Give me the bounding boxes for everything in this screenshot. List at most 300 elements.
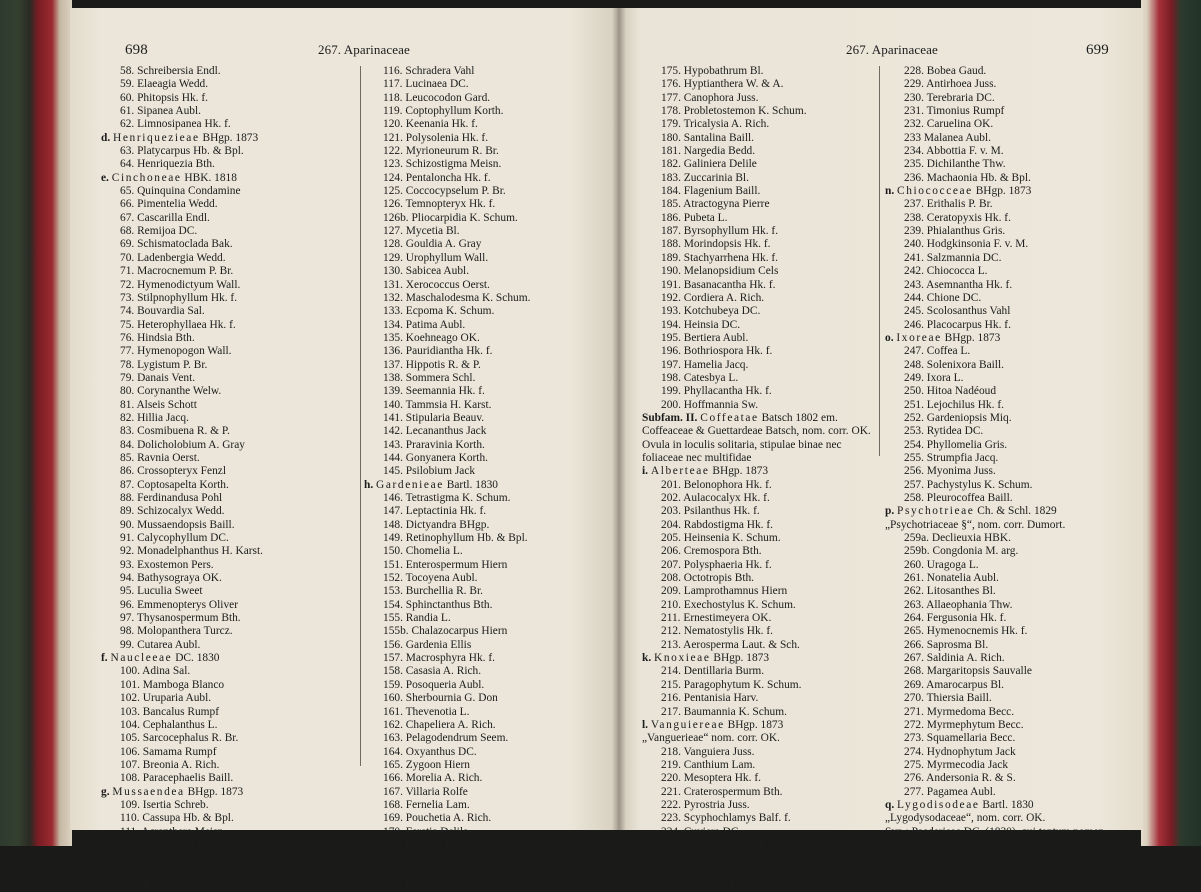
- genus-entry: 66. Pimentelia Wedd.: [120, 198, 218, 211]
- genus-entry: 265. Hymenocnemis Hk. f.: [904, 625, 1028, 638]
- genus-entry: 217. Baumannia K. Schum.: [661, 705, 787, 718]
- genus-entry: 241. Salzmannia DC.: [904, 251, 1002, 264]
- genus-entry: 259a. Declieuxia HBK.: [904, 532, 1011, 545]
- genus-entry: 257. Pachystylus K. Schum.: [904, 478, 1033, 491]
- genus-entry: 240. Hodgkinsonia F. v. M.: [904, 238, 1029, 251]
- genus-entry: 181. Nargedia Bedd.: [661, 145, 756, 158]
- genus-entry: 72. Hymenodictyum Wall.: [120, 278, 241, 291]
- genus-entry: 213. Aerosperma Laut. & Sch.: [661, 638, 800, 651]
- genus-entry: 196. Bothriospora Hk. f.: [661, 345, 773, 358]
- genus-entry: 169. Pouchetia A. Rich.: [383, 812, 492, 825]
- tribe-heading: [642, 412, 887, 425]
- genus-entry: 195. Bertiera Aubl.: [661, 331, 749, 344]
- genus-entry: 146. Tetrastigma K. Schum.: [383, 492, 511, 504]
- genus-entry: 160. Sherbournia G. Don: [383, 692, 498, 705]
- running-head: 267. Aparinaceae: [846, 42, 938, 57]
- tribe-heading: [642, 866, 887, 879]
- genus-entry: 63. Platycarpus Hb. & Bpl.: [120, 145, 244, 158]
- tribe-name: Naucleeae: [110, 652, 173, 665]
- genus-entry: 102. Uruparia Aubl.: [120, 692, 212, 705]
- tribe-name: Henriquezieae: [113, 131, 200, 144]
- tribe-name: Knoxieae: [654, 652, 711, 665]
- genus-entry: 189. Stachyarrhena Hk. f.: [661, 251, 779, 264]
- genus-entry: 264. Fergusonia Hk. f.: [904, 612, 1007, 625]
- left-page-column-2: [364, 65, 614, 892]
- genus-entry: 158. Casasia A. Rich.: [383, 665, 482, 678]
- genus-entry: 277. Pagamea Aubl.: [904, 785, 996, 798]
- genus-entry: 267. Saldinia A. Rich.: [904, 652, 1005, 665]
- book-gutter: [612, 8, 626, 830]
- genus-entry: 270. Thiersia Baill.: [904, 692, 992, 705]
- genus-entry: 215. Paragophytum K. Schum.: [661, 678, 802, 691]
- tribe-name: Vanguiereae: [650, 718, 725, 731]
- note-line: Ovula in loculis solitaria, stipulae binae nec: [642, 438, 842, 451]
- genus-entry: 89. Schizocalyx Wedd.: [120, 505, 225, 518]
- left-page: [70, 8, 618, 891]
- genus-entry: 268. Margaritopsis Sauvalle: [904, 665, 1032, 678]
- genus-entry: 275. Myrmecodia Jack: [904, 758, 1009, 771]
- genus-entry: 122. Myrioneurum R. Br.: [383, 145, 499, 158]
- genus-entry: 259b. Congdonia M. arg.: [904, 545, 1019, 558]
- left-page-column-1: [101, 65, 356, 892]
- genus-entry: 198. Catesbya L.: [661, 371, 739, 384]
- genus-entry: 155b. Chalazocarpus Hiern: [383, 625, 508, 638]
- genus-entry: 192. Cordiera A. Rich.: [661, 291, 765, 304]
- genus-entry: 185. Atractogyna Pierre: [661, 198, 770, 211]
- genus-entry: 117. Lucinaea DC.: [383, 78, 469, 91]
- tribe-author: BHgp. 1873: [184, 785, 244, 798]
- tribe-author: BHgp. 1873: [972, 185, 1032, 198]
- genus-entry: 249. Ixora L.: [904, 371, 964, 384]
- genus-entry: 116. Schradera Vahl: [383, 65, 475, 77]
- tribe-letter: Subfam. II.: [642, 411, 698, 424]
- genus-entry: 114. Didymochlamys Hk. f.: [120, 865, 247, 878]
- genus-entry: 206. Cremospora Bth.: [661, 545, 762, 558]
- genus-entry: 137. Hippotis R. & P.: [383, 358, 481, 371]
- genus-entry: 126b. Pliocarpidia K. Schum.: [383, 211, 518, 224]
- genus-entry: 247. Coffea L.: [904, 345, 971, 358]
- genus-entry: 244. Chione DC.: [904, 291, 982, 304]
- genus-entry: 150. Chomelia L.: [383, 545, 463, 558]
- genus-entry: 76. Hindsia Bth.: [120, 331, 195, 344]
- genus-entry: 131. Xerococcus Oerst.: [383, 278, 490, 291]
- column-rule: [360, 66, 361, 766]
- genus-entry: 140. Tammsia H. Karst.: [383, 398, 492, 411]
- genus-entry: 71. Macrocnemum P. Br.: [120, 265, 234, 278]
- page-number: 699: [1086, 42, 1109, 58]
- genus-entry: 219. Canthium Lam.: [661, 758, 756, 771]
- genus-entry: 104. Cephalanthus L.: [120, 718, 218, 731]
- tribe-author: Dumort. 1829: [729, 865, 797, 878]
- genus-entry: 251. Lejochilus Hk. f.: [904, 398, 1004, 411]
- genus-entry: 153. Burchellia R. Br.: [383, 585, 483, 598]
- genus-entry: 124. Pentaloncha Hk. f.: [383, 171, 491, 184]
- genus-entry: 177. Canophora Juss.: [661, 91, 759, 104]
- genus-entry: 110. Cassupa Hb. & Bpl.: [120, 812, 234, 825]
- genus-entry: 105. Sarcocephalus R. Br.: [120, 732, 239, 745]
- tribe-author: BHgp. 1873: [724, 718, 784, 731]
- genus-entry: 107. Breonia A. Rich.: [120, 758, 220, 771]
- genus-entry: 135. Koehneago OK.: [383, 331, 480, 344]
- tribe-author: BHgp. 1873: [710, 652, 770, 665]
- genus-entry: 235. Dichilanthe Thw.: [904, 158, 1006, 171]
- genus-entry: 92. Monadelphanthus H. Karst.: [120, 545, 263, 558]
- genus-entry: 88. Ferdinandusa Pohl: [120, 492, 223, 504]
- genus-entry: 201. Belonophora Hk. f.: [661, 478, 772, 491]
- genus-entry: 156. Gardenia Ellis: [383, 638, 472, 651]
- right-page-column-1: [642, 65, 887, 892]
- genus-entry: 252. Gardeniopsis Miq.: [904, 411, 1012, 424]
- tribe-heading: [885, 505, 1140, 518]
- genus-entry: 176. Hyptianthera W. & A.: [661, 78, 784, 91]
- genus-entry: 163. Pelagodendrum Seem.: [383, 732, 509, 745]
- note-line: mutavit: [885, 838, 920, 851]
- note-line: Syn.: Paederieae DC. (1830), qui tantum nomen: [885, 825, 1105, 838]
- genus-entry: 220. Mesoptera Hk. f.: [661, 772, 761, 785]
- tribe-author: Ch. & Schl. 1829: [974, 505, 1057, 518]
- genus-entry: 134. Patima Aubl.: [383, 318, 466, 331]
- tribe-heading: [642, 719, 887, 732]
- genus-entry: 157. Macrosphyra Hk. f.: [383, 652, 495, 665]
- genus-entry: 162. Chapeliera A. Rich.: [383, 718, 496, 731]
- genus-entry: 183. Zuccarinia Bl.: [661, 171, 749, 184]
- genus-entry: 151. Enterospermum Hiern: [383, 558, 508, 571]
- tribe-name: Lygodisodeae: [897, 798, 980, 811]
- genus-entry: 276. Andersonia R. & S.: [904, 772, 1016, 785]
- genus-entry: 190. Melanopsidium Cels: [661, 265, 779, 278]
- genus-entry: 237. Erithalis P. Br.: [904, 198, 993, 211]
- genus-entry: 197. Hamelia Jacq.: [661, 358, 749, 371]
- genus-entry: 184. Flagenium Baill.: [661, 185, 761, 198]
- genus-entry: 193. Kotchubeya DC.: [661, 305, 761, 318]
- genus-entry: 227. Matthiola L.: [661, 878, 741, 891]
- right-page-column-2: [885, 65, 1140, 879]
- genus-entry: 203. Psilanthus Hk. f.: [661, 505, 760, 518]
- genus-entry: 273. Squamellaria Becc.: [904, 732, 1016, 745]
- genus-entry: 266. Saprosma Bl.: [904, 638, 989, 651]
- genus-entry: 96. Emmenopterys Oliver: [120, 598, 238, 611]
- genus-entry: 118. Leucocodon Gard.: [383, 91, 491, 104]
- genus-entry: 58. Schreibersia Endl.: [120, 65, 221, 77]
- genus-entry: 258. Pleurocoffea Baill.: [904, 492, 1013, 504]
- genus-entry: 221. Craterospermum Bth.: [661, 785, 783, 798]
- genus-entry: 164. Oxyanthus DC.: [383, 745, 477, 758]
- genus-entry: 145. Psilobium Jack: [383, 465, 476, 478]
- genus-entry: 187. Byrsophyllum Hk. f.: [661, 225, 779, 238]
- genus-entry: 274. Hydnophytum Jack: [904, 745, 1016, 758]
- genus-entry: 279. Spermadictyum Roxb.: [904, 865, 1030, 878]
- genus-entry: 138. Sommera Schl.: [383, 371, 476, 384]
- tribe-heading: [101, 786, 356, 799]
- genus-entry: 238. Ceratopyxis Hk. f.: [904, 211, 1011, 224]
- genus-entry: 129. Urophyllum Wall.: [383, 251, 489, 264]
- genus-entry: 148. Dictyandra BHgp.: [383, 518, 490, 531]
- genus-entry: 246. Placocarpus Hk. f.: [904, 318, 1011, 331]
- tribe-name: Chiococceae: [897, 185, 973, 198]
- genus-entry: 256. Myonima Juss.: [904, 465, 996, 478]
- genus-entry: 165. Zygoon Hiern: [383, 758, 470, 771]
- genus-entry: 202. Aulacocalyx Hk. f.: [661, 492, 770, 504]
- tribe-name: Coffeatae: [700, 411, 759, 424]
- genus-entry: 80. Corynanthe Welw.: [120, 385, 222, 398]
- tribe-author: BHgp. 1873: [941, 331, 1001, 344]
- genus-entry: 77. Hymenopogon Wall.: [120, 345, 232, 358]
- book-edge-right: [1141, 0, 1201, 846]
- genus-entry: 125. Coccocypselum P. Br.: [383, 185, 506, 198]
- genus-entry: 188. Morindopsis Hk. f.: [661, 238, 771, 251]
- note-line: „Vanguerieae“ nom. corr. OK.: [642, 732, 780, 745]
- genus-entry: 126. Temnopteryx Hk. f.: [383, 198, 496, 211]
- genus-entry: 161. Thevenotia L.: [383, 705, 470, 718]
- genus-entry: 123. Schizostigma Meisn.: [383, 158, 502, 171]
- genus-entry: 98. Molopanthera Turcz.: [120, 625, 233, 638]
- genus-entry: 83. Cosmibuena R. & P.: [120, 425, 230, 438]
- genus-entry: 199. Phyllacantha Hk. f.: [661, 385, 772, 398]
- tribe-heading: [642, 465, 887, 478]
- genus-entry: 207. Polysphaeria Hk. f.: [661, 558, 772, 571]
- tribe-author: HBK. 1818: [181, 171, 237, 184]
- genus-entry: 82. Hillia Jacq.: [120, 411, 189, 424]
- genus-entry: 95. Luculia Sweet: [120, 585, 203, 598]
- genus-entry: 73. Stilpnophyllum Hk. f.: [120, 291, 238, 304]
- genus-entry: 90. Mussaendopsis Baill.: [120, 518, 235, 531]
- genus-entry: 61. Sipanea Aubl.: [120, 105, 201, 118]
- tribe-letter: n.: [885, 185, 895, 198]
- genus-entry: 149. Retinophyllum Hb. & Bpl.: [383, 532, 528, 545]
- genus-entry: 230. Terebraria DC.: [904, 91, 995, 104]
- genus-entry: 128. Gouldia A. Gray: [383, 238, 482, 251]
- genus-entry: 200. Hoffmannia Sw.: [661, 398, 759, 411]
- genus-entry: 239. Phialanthus Gris.: [904, 225, 1006, 238]
- genus-entry: 173. Epithinia Griff.: [383, 865, 476, 878]
- genus-entry: 170. Feretia Delile: [383, 825, 469, 838]
- genus-entry: 243. Asemnantha Hk. f.: [904, 278, 1013, 291]
- genus-entry: 229. Antirhoea Juss.: [904, 78, 997, 91]
- genus-entry: 228. Bobea Gaud.: [904, 65, 987, 77]
- tribe-letter: p.: [885, 505, 895, 518]
- genus-entry: 69. Schismatoclada Bak.: [120, 238, 233, 251]
- genus-entry: 109. Isertia Schreb.: [120, 798, 209, 811]
- genus-entry: 111. Acranthera Meisn.: [120, 825, 227, 838]
- right-page: [618, 8, 1143, 891]
- tribe-name: Gardenieae: [376, 478, 444, 491]
- genus-entry: 191. Basanacantha Hk. f.: [661, 278, 776, 291]
- genus-entry: 194. Heinsia DC.: [661, 318, 741, 331]
- tribe-heading: [885, 799, 1140, 812]
- genus-entry: 222. Pyrostria Juss.: [661, 798, 750, 811]
- genus-entry: 250. Hitoa Nadéoud: [904, 385, 997, 398]
- genus-entry: 84. Dolicholobium A. Gray: [120, 438, 245, 451]
- genus-entry: 262. Litosanthes Bl.: [904, 585, 996, 598]
- tribe-letter: f.: [101, 652, 108, 665]
- tribe-letter: m.: [642, 865, 655, 878]
- genus-entry: 141. Stipularia Beauv.: [383, 411, 485, 424]
- genus-entry: 74. Bouvardia Sal.: [120, 305, 205, 318]
- genus-entry: 130. Sabicea Aubl.: [383, 265, 470, 278]
- tribe-name: Psychotrieae: [897, 505, 975, 518]
- genus-entry: 78. Lygistum P. Br.: [120, 358, 208, 371]
- genus-entry: 159. Posoqueria Aubl.: [383, 678, 485, 691]
- tribe-author: Bartl. 1830: [443, 478, 499, 491]
- genus-entry: 225. Cyclophyllum Hk. f.: [661, 838, 779, 851]
- genus-entry: 224. Cuviera DC.: [661, 825, 742, 838]
- genus-entry: 86. Crossopteryx Fenzl: [120, 465, 226, 478]
- genus-entry: 119. Coptophyllum Korth.: [383, 105, 504, 118]
- genus-entry: 154. Sphinctanthus Bth.: [383, 598, 493, 611]
- tribe-author: Batsch 1802 em.: [758, 411, 838, 424]
- genus-entry: 179. Tricalysia A. Rich.: [661, 118, 770, 131]
- genus-entry: 152. Tocoyena Aubl.: [383, 572, 478, 585]
- running-head: 267. Aparinaceae: [318, 42, 410, 57]
- genus-entry: 253. Rytidea DC.: [904, 425, 984, 438]
- genus-entry: 144. Gonyanera Korth.: [383, 451, 489, 464]
- tribe-name: Ixoreae: [896, 331, 942, 344]
- genus-entry: 106. Samama Rumpf: [120, 745, 217, 758]
- note-line: „Psychotriaceae §“, nom. corr. Dumort.: [885, 518, 1066, 531]
- note-line: Coffeaceae & Guettardeae Batsch, nom. corr. OK.: [642, 425, 871, 438]
- genus-entry: 62. Limnosipanea Hk. f.: [120, 118, 231, 131]
- genus-entry: 186. Pubeta L.: [661, 211, 728, 224]
- tribe-letter: k.: [642, 652, 652, 665]
- genus-entry: 113. Duggenia Vahl: [120, 852, 211, 865]
- book-edge-left: [0, 0, 72, 846]
- genus-entry: 242. Chiococca L.: [904, 265, 988, 278]
- genus-entry: 101. Mamboga Blanco: [120, 678, 225, 691]
- genus-entry: 231. Timonius Rumpf: [904, 105, 1005, 118]
- genus-entry: 210. Exechostylus K. Schum.: [661, 598, 796, 611]
- genus-entry: 70. Ladenbergia Wedd.: [120, 251, 226, 264]
- genus-entry: 75. Heterophyllaea Hk. f.: [120, 318, 236, 331]
- genus-entry: 147. Leptactinia Hk. f.: [383, 505, 487, 518]
- genus-entry: 85. Ravnia Oerst.: [120, 451, 200, 464]
- genus-entry: 263. Allaeophania Thw.: [904, 598, 1013, 611]
- genus-entry: 182. Galiniera Delile: [661, 158, 757, 171]
- genus-entry: 212. Nematostylis Hk. f.: [661, 625, 773, 638]
- genus-entry: 133. Ecpoma K. Schum.: [383, 305, 495, 318]
- genus-entry: 68. Remijoa DC.: [120, 225, 198, 238]
- genus-entry: 112. Mussaenda Burm.: [120, 838, 226, 851]
- genus-entry: 245. Scolosanthus Vahl: [904, 305, 1011, 318]
- tribe-heading: [101, 132, 356, 145]
- tribe-heading: [101, 652, 356, 665]
- genus-entry: 99. Cutarea Aubl.: [120, 638, 201, 651]
- genus-entry: 120. Keenania Hk. f.: [383, 118, 478, 131]
- genus-entry: 171. Petunga DC.: [383, 838, 464, 851]
- tribe-letter: h.: [364, 478, 374, 491]
- tribe-name: Cinchoneae: [111, 171, 182, 184]
- genus-entry: 248. Solenixora Baill.: [904, 358, 1004, 371]
- genus-entry: 214. Dentillaria Burm.: [661, 665, 765, 678]
- tribe-name: Mussaendea: [112, 785, 185, 798]
- genus-entry: 269. Amarocarpus Bl.: [904, 678, 1004, 691]
- genus-entry: 142. Lecananthus Jack: [383, 425, 487, 438]
- genus-entry: 103. Bancalus Rumpf: [120, 705, 220, 718]
- genus-entry: 208. Octotropis Bth.: [661, 572, 755, 585]
- note-line: foliaceae nec multifidae: [642, 451, 752, 464]
- tribe-letter: g.: [101, 785, 110, 798]
- genus-entry: 167. Villaria Rolfe: [383, 785, 468, 798]
- genus-entry: 261. Nonatelia Aubl.: [904, 572, 999, 585]
- genus-entry: 100. Adina Sal.: [120, 665, 191, 678]
- genus-entry: 166. Morelia A. Rich.: [383, 772, 483, 785]
- tribe-author: Bartl. 1830: [979, 798, 1034, 811]
- tribe-author: BHgp. 1873: [199, 131, 259, 144]
- genus-entry: 60. Phitopsis Hk. f.: [120, 91, 208, 104]
- genus-entry: 260. Uragoga L.: [904, 558, 979, 571]
- genus-entry: 255. Strumpfia Jacq.: [904, 451, 999, 464]
- tribe-letter: e.: [101, 171, 109, 184]
- tribe-heading: [885, 332, 1140, 345]
- tribe-letter: l.: [642, 718, 649, 731]
- genus-entry: 115. Holostylis DC.: [120, 878, 211, 891]
- genus-entry: 180. Santalina Baill.: [661, 131, 755, 144]
- genus-entry: 234. Abbottia F. v. M.: [904, 145, 1004, 158]
- genus-entry: 87. Coptosapelta Korth.: [120, 478, 229, 491]
- genus-entry: 79. Danais Vent.: [120, 371, 196, 384]
- genus-entry: 174. Empogona Hk. f.: [383, 878, 485, 891]
- genus-entry: 136. Pauridiantha Hk. f.: [383, 345, 493, 358]
- genus-entry: 205. Heinsenia K. Schum.: [661, 532, 781, 545]
- genus-entry: 233 Malanea Aubl.: [904, 131, 991, 144]
- genus-entry: 272. Myrmephytum Becc.: [904, 718, 1024, 731]
- genus-entry: 121. Polysolenia Hk. f.: [383, 131, 489, 144]
- column-rule: [879, 66, 880, 456]
- genus-entry: 223. Scyphochlamys Balf. f.: [661, 812, 791, 825]
- genus-entry: 232. Caruelina OK.: [904, 118, 994, 131]
- genus-entry: 209. Lamprothamnus Hiern: [661, 585, 788, 598]
- note-line: „Lygodysodaceae“, nom. corr. OK.: [885, 812, 1046, 825]
- genus-entry: 94. Bathysograya OK.: [120, 572, 222, 585]
- genus-entry: 127. Mycetia Bl.: [383, 225, 460, 238]
- genus-entry: 65. Quinquina Condamine: [120, 185, 241, 198]
- genus-entry: 108. Paracephaelis Baill.: [120, 772, 234, 785]
- genus-entry: 254. Phyllomelia Gris.: [904, 438, 1008, 451]
- tribe-letter: q.: [885, 798, 895, 811]
- genus-entry: 91. Calycophyllum DC.: [120, 532, 229, 545]
- genus-entry: 64. Henriquezia Bth.: [120, 158, 215, 171]
- genus-entry: 211. Ernestimeyera OK.: [661, 612, 772, 625]
- genus-entry: 67. Cascarilla Endl.: [120, 211, 210, 224]
- genus-entry: 93. Exostemon Pers.: [120, 558, 214, 571]
- tribe-heading: [364, 479, 614, 492]
- genus-entry: 132. Maschalodesma K. Schum.: [383, 291, 531, 304]
- genus-entry: 178. Probletostemon K. Schum.: [661, 105, 807, 118]
- genus-entry: 139. Seemannia Hk. f.: [383, 385, 485, 398]
- genus-entry: 216. Pentanisia Harv.: [661, 692, 759, 705]
- genus-entry: 172. Scyphostachys Thw.: [383, 852, 500, 865]
- page-number: 698: [125, 42, 148, 58]
- genus-entry: 271. Myrmedoma Becc.: [904, 705, 1015, 718]
- genus-entry: 97. Thysanospermum Bth.: [120, 612, 241, 625]
- genus-entry: 226. Ancylanthus Desf.: [661, 852, 768, 865]
- genus-entry: 204. Rabdostigma Hk. f.: [661, 518, 773, 531]
- tribe-author: BHgp. 1873: [709, 465, 769, 478]
- tribe-heading: [101, 172, 356, 185]
- genus-entry: 236. Machaonia Hb. & Bpl.: [904, 171, 1031, 184]
- tribe-letter: d.: [101, 131, 111, 144]
- genus-entry: 278. Hondbesseon Ad.: [904, 852, 1008, 865]
- tribe-author: DC. 1830: [172, 652, 220, 665]
- tribe-letter: o.: [885, 331, 894, 344]
- genus-entry: 168. Fernelia Lam.: [383, 798, 470, 811]
- genus-entry: 59. Elaeagia Wedd.: [120, 78, 209, 91]
- genus-entry: 175. Hypobathrum Bl.: [661, 65, 764, 77]
- genus-entry: 143. Praravinia Korth.: [383, 438, 485, 451]
- genus-entry: 81. Alseis Schott: [120, 398, 197, 411]
- genus-entry: 155. Randia L.: [383, 612, 451, 625]
- tribe-heading: [885, 185, 1140, 198]
- tribe-heading: [642, 652, 887, 665]
